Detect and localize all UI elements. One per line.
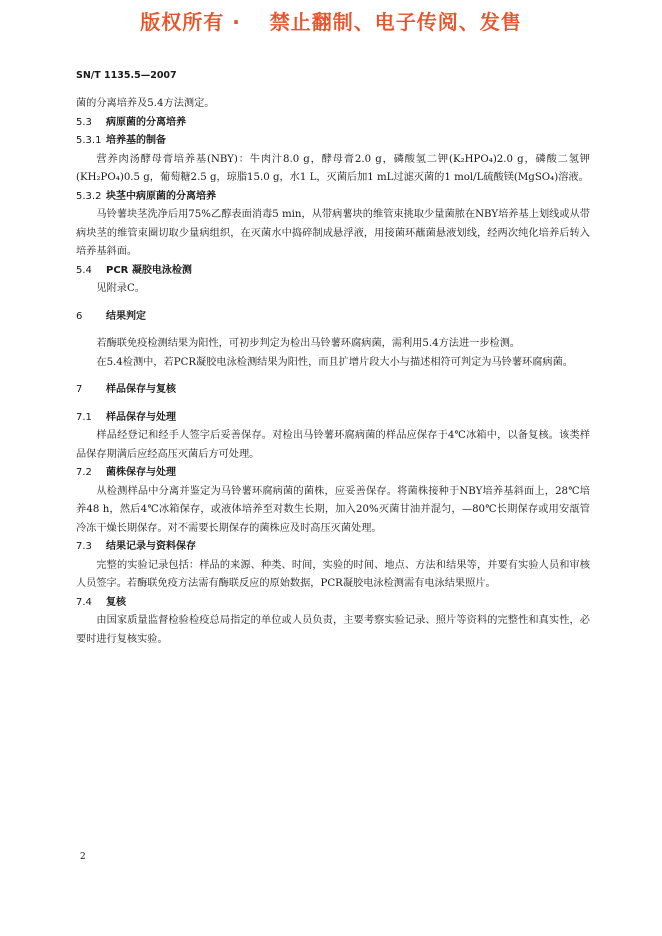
section-title: 样品保存与处理: [106, 411, 176, 423]
standard-code: SN/T 1135.5—2007: [76, 70, 177, 81]
document-body: [76, 95, 590, 649]
paragraph-7-4: 由国家质量监督检验检疫总局指定的单位或人员负责，主要考察实验记录、照片等资料的完整性和真实性，必要时进行复核实验。: [76, 615, 590, 645]
paragraph-5-3-1: 营养肉汤酵母膏培养基(NBY)：牛肉汁8.0 g，酵母膏2.0 g，磷酸氢二钾(K₂HPO₄)2.0 g，磷酸二氢钾(KH₂PO₄)0.5 g，葡萄糖2.5 g，琼脂15.0 g，水1 L，灭菌后加1 mL过滤灭菌的1 mol/L硫酸镁(MgSO₄)溶液。: [76, 153, 590, 183]
section-title: 结果记录与资料保存: [106, 541, 196, 552]
paragraph-7-2: 从检测样品中分离并鉴定为马铃薯环腐病菌的菌株，应妥善保存。将菌株接种于NBY培养基斜面上，28℃培养48 h，然后4℃冰箱保存，或液体培养至对数生长期，加入20%灭菌甘油并混匀，—80℃长期保存或用安瓿管冷冻干燥长期保存。对不需要长期保存的菌株应及时高压灭菌处理。: [76, 485, 590, 534]
watermark-banner: 版权所有 · 禁止翻制、电子传阅、发售: [140, 10, 522, 34]
page-number: 2: [80, 852, 86, 862]
paragraph-6-a: 若酶联免疫检测结果为阳性，可初步判定为检出马铃薯环腐病菌，需利用5.4方法进一步检测。: [96, 338, 521, 349]
section-7-heading: [76, 381, 590, 400]
section-number: 7.1: [76, 411, 92, 423]
section-title: 样品保存与复核: [106, 384, 176, 395]
section-title: 复核: [106, 596, 126, 608]
section-title: 培养基的制备: [106, 135, 166, 146]
section-number: 7.3: [76, 541, 92, 552]
paragraph-6-b: 在5.4检测中，若PCR凝胶电泳检测结果为阳性，而且扩增片段大小与描述相符可判定为马铃薯环腐病菌。: [96, 356, 573, 368]
section-6-heading: [76, 308, 590, 327]
paragraph-5-3-2: 马铃薯块茎洗净后用75%乙醇表面消毒5 min，从带病薯块的维管束挑取少量菌脓在NBY培养基上划线或从带病块茎的维管束圈切取少量病组织，在灭菌水中捣碎制成悬浮液，用接菌环蘸菌悬液划线，经两次纯化培养后转入培养基斜面。: [76, 209, 590, 257]
paragraph-5-4: 见附录C。: [96, 283, 145, 294]
section-title: PCR 凝胶电泳检测: [106, 264, 192, 276]
paragraph-7-3: 完整的实验记录包括：样品的来源、种类、时间，实验的时间、地点、方法和结果等，并要有实验人员和审核人员签字。若酶联免疫方法需有酶联反应的原始数据，PCR凝胶电泳检测需有电泳结果照片。: [76, 559, 590, 589]
paragraph-7-1: 样品经登记和经手人签字后妥善保存。对检出马铃薯环腐病菌的样品应保存于4℃冰箱中，以备复核。该类样品保存期满后应经高压灭菌后方可处理。: [76, 430, 590, 460]
section-number: 7: [76, 384, 83, 395]
section-7-3-heading: [76, 538, 590, 557]
paragraph-continuation: 菌的分离培养及5.4方法测定。: [76, 98, 215, 109]
section-title: 病原菌的分离培养: [106, 116, 186, 128]
section-number: 7.2: [76, 467, 92, 478]
section-title: 结果判定: [106, 310, 146, 322]
section-7-1-heading: [76, 409, 590, 428]
section-number: 5.3: [76, 116, 92, 128]
section-5-3-heading: [76, 114, 590, 133]
section-title: 菌株保存与处理: [106, 467, 176, 478]
section-5-3-1-heading: [76, 132, 590, 151]
section-number: 5.3.1: [76, 135, 102, 146]
section-number: 6: [76, 310, 83, 322]
section-number: 5.4: [76, 264, 92, 276]
section-5-3-2-heading: [76, 188, 590, 207]
section-number: 5.3.2: [76, 190, 102, 202]
section-7-4-heading: [76, 594, 590, 613]
section-5-4-heading: [76, 262, 590, 281]
section-7-2-heading: [76, 464, 590, 483]
section-title: 块茎中病原菌的分离培养: [106, 190, 216, 202]
section-number: 7.4: [76, 596, 92, 608]
